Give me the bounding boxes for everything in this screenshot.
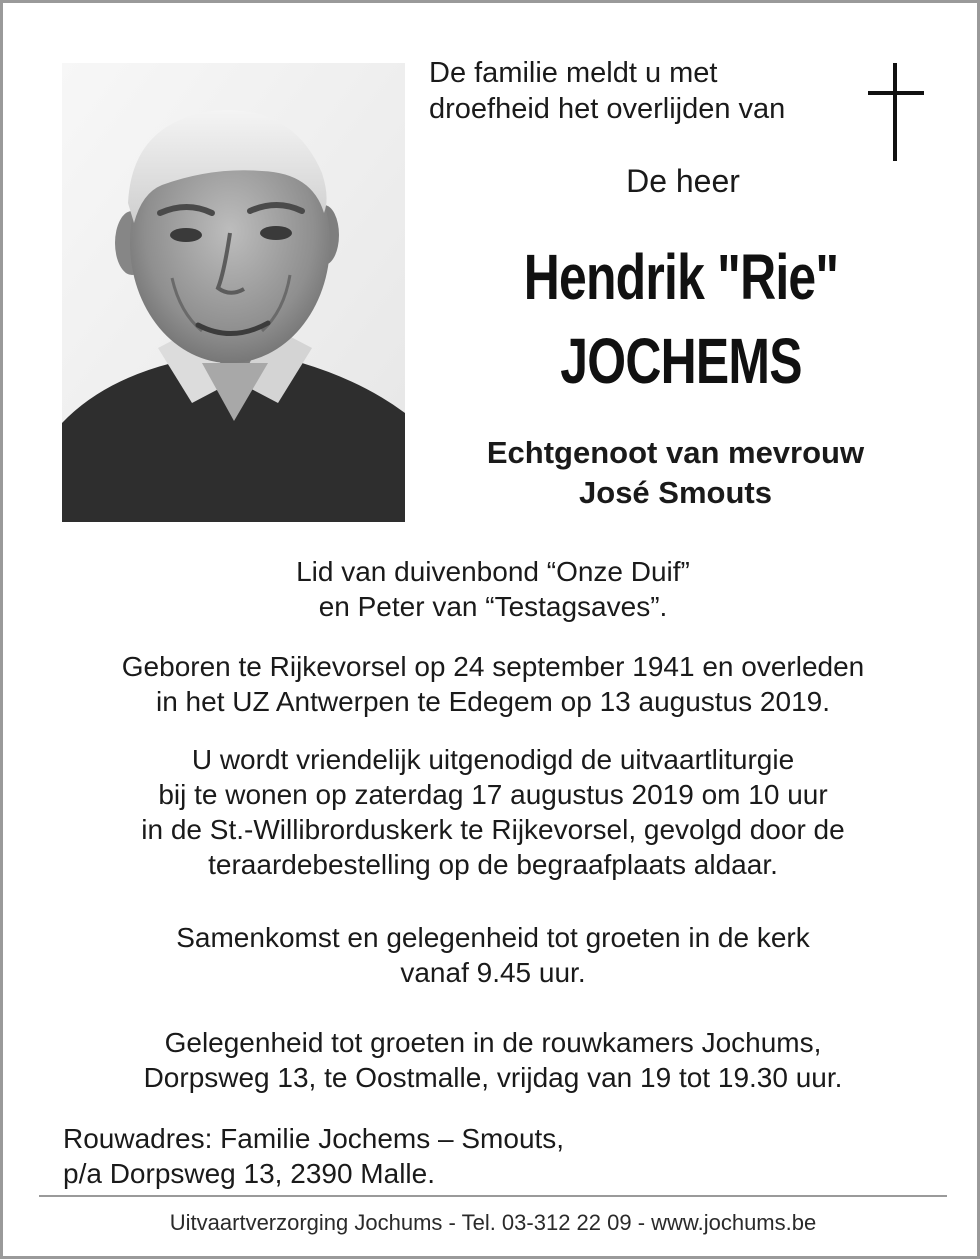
- spouse-line-1: Echtgenoot van mevrouw: [486, 435, 865, 470]
- deceased-name-line-1: Hendrik "Rie": [523, 241, 839, 313]
- viewing-line-2: Dorpsweg 13, te Oostmalle, vrijdag van 19 tot 19.30 uur.: [143, 1062, 843, 1093]
- footer-divider: [39, 1195, 947, 1197]
- deceased-surname: JOCHEMS: [560, 325, 802, 397]
- deceased-name: [463, 235, 900, 403]
- intro-line-1: De familie meldt u met: [429, 57, 718, 89]
- honorific: De heer: [626, 163, 740, 199]
- address-line-2: p/a Dorpsweg 13, 2390 Malle.: [63, 1158, 435, 1189]
- gathering-line-2: vanaf 9.45 uur.: [400, 957, 586, 988]
- viewing-paragraph: [33, 1025, 953, 1095]
- portrait-photo: [62, 63, 405, 522]
- membership-line-2: en Peter van “Testagsaves”.: [318, 591, 668, 622]
- membership-paragraph: [33, 554, 953, 624]
- funeral-line-1: U wordt vriendelijk uitgenodigd de uitvaartliturgie: [191, 744, 795, 775]
- announcement-intro: [429, 55, 849, 127]
- funeral-line-4: teraardebestelling op de begraafplaats aldaar.: [208, 849, 778, 880]
- mourning-address: [63, 1121, 763, 1191]
- gathering-paragraph: [33, 920, 953, 990]
- portrait-illustration: [62, 63, 405, 522]
- cross-icon: [865, 63, 927, 163]
- viewing-line-1: Gelegenheid tot groeten in de rouwkamers Jochums,: [164, 1027, 822, 1058]
- funeral-home-footer: Uitvaartverzorging Jochums - Tel. 03-312 22 09 - www.jochums.be: [169, 1210, 817, 1235]
- funeral-line-2: bij te wonen op zaterdag 17 augustus 2019 om 10 uur: [158, 779, 828, 810]
- gathering-line-1: Samenkomst en gelegenheid tot groeten in de kerk: [176, 922, 810, 953]
- address-line-1: Rouwadres: Familie Jochems – Smouts,: [63, 1123, 565, 1154]
- spouse-info: [403, 433, 948, 513]
- membership-line-1: Lid van duivenbond “Onze Duif”: [296, 556, 690, 587]
- funeral-line-3: in de St.-Willibrorduskerk te Rijkevorsel, gevolgd door de: [141, 814, 845, 845]
- birth-death-paragraph: [33, 649, 953, 719]
- spouse-name: José Smouts: [579, 475, 772, 510]
- birth-death-line-2: in het UZ Antwerpen te Edegem op 13 augustus 2019.: [155, 686, 830, 717]
- birth-death-line-1: Geboren te Rijkevorsel op 24 september 1941 en overleden: [121, 651, 865, 682]
- funeral-paragraph: [33, 742, 953, 882]
- intro-line-2: droefheid het overlijden van: [429, 93, 786, 125]
